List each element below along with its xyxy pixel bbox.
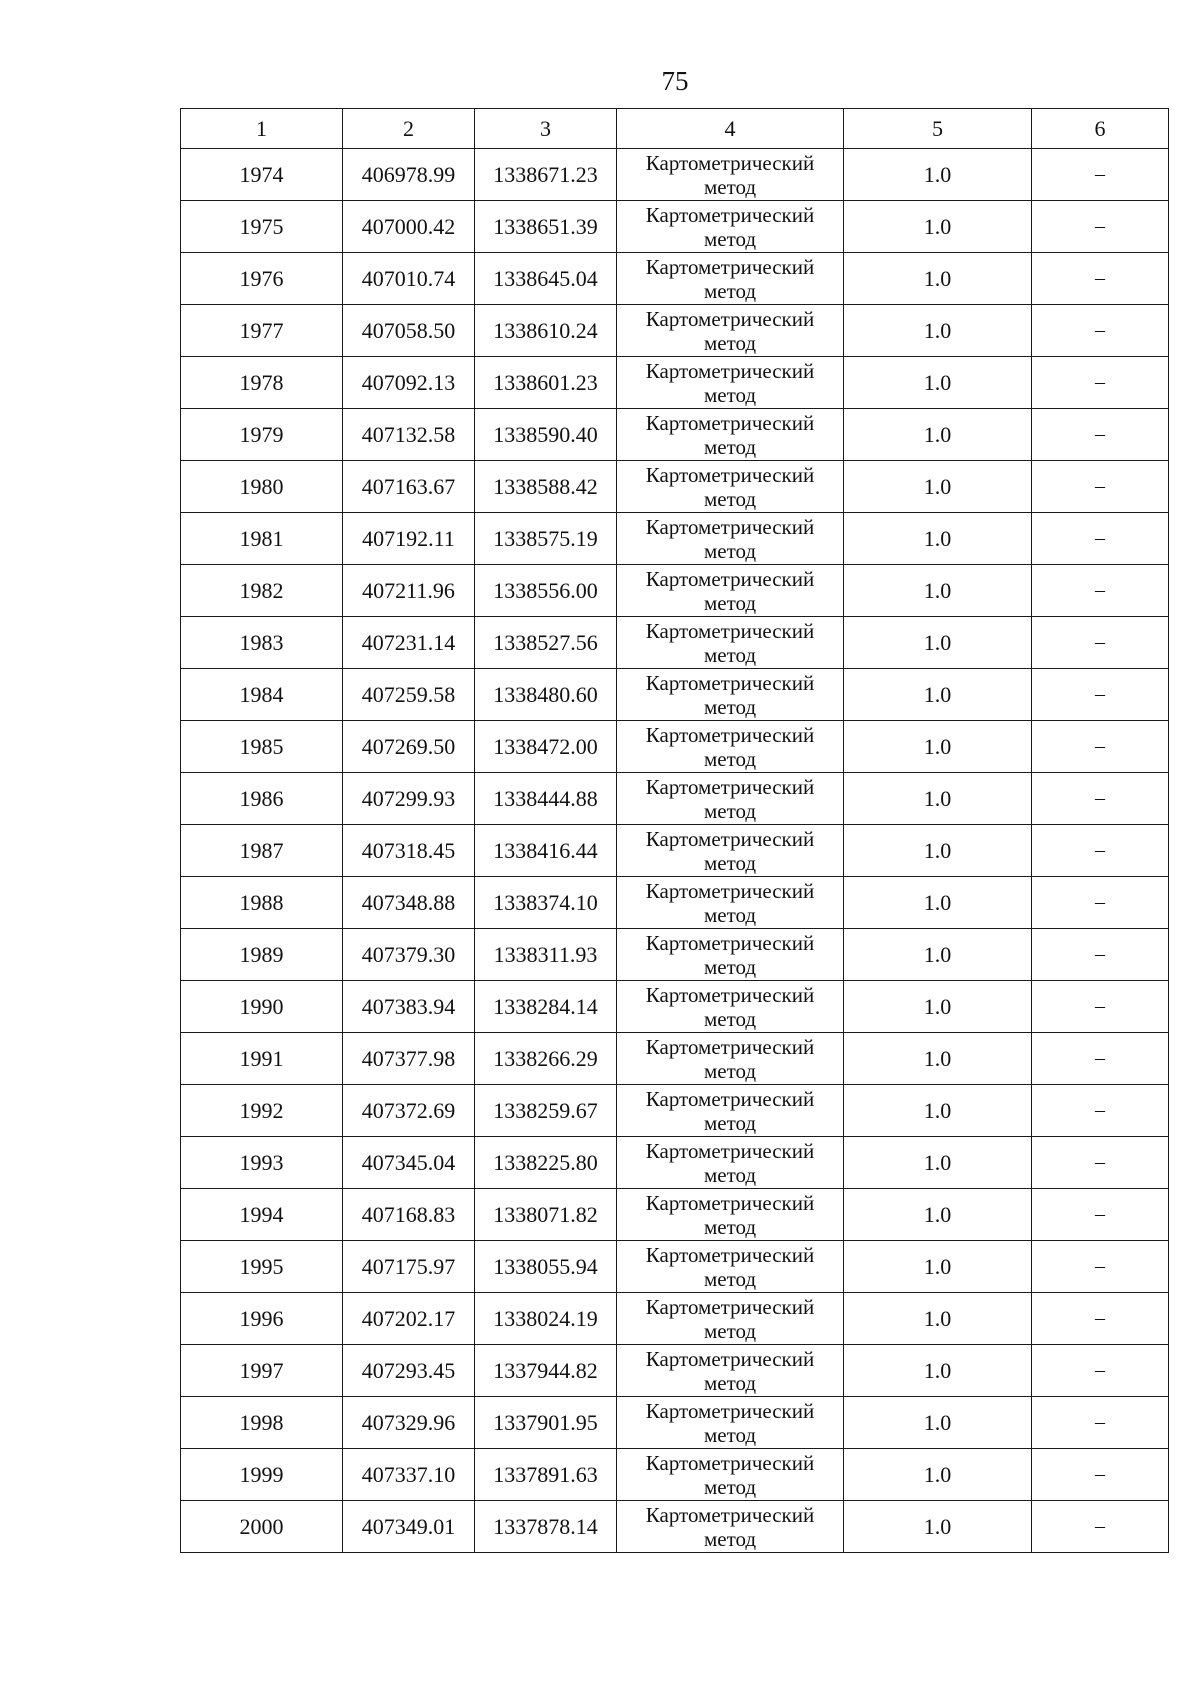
- table-row: [181, 1189, 1169, 1241]
- method-line-2: метод: [703, 278, 757, 303]
- table-row: [181, 1501, 1169, 1553]
- description-cell: –: [1032, 357, 1169, 409]
- description-cell: –: [1032, 1241, 1169, 1293]
- accuracy-cell: 1.0: [844, 513, 1032, 565]
- method-cell: [617, 1189, 844, 1241]
- y-coordinate-cell: 1338055.94: [475, 1241, 617, 1293]
- table-row: [181, 409, 1169, 461]
- table-row: [181, 1085, 1169, 1137]
- x-coordinate-cell: 407269.50: [343, 721, 475, 773]
- method-line-2: метод: [703, 434, 757, 459]
- method-line-1: Картометрический: [645, 514, 815, 539]
- y-coordinate-cell: 1338472.00: [475, 721, 617, 773]
- y-coordinate-cell: 1338588.42: [475, 461, 617, 513]
- method-line-2: метод: [703, 382, 757, 407]
- column-header-2: 2: [343, 109, 475, 149]
- table-row: [181, 1241, 1169, 1293]
- description-cell: –: [1032, 305, 1169, 357]
- method-line-2: метод: [703, 1058, 757, 1083]
- y-coordinate-cell: 1338374.10: [475, 877, 617, 929]
- description-cell: –: [1032, 773, 1169, 825]
- table-row: [181, 357, 1169, 409]
- method-cell: [617, 513, 844, 565]
- point-number-cell: 1986: [181, 773, 343, 825]
- method-line-1: Картометрический: [645, 1502, 815, 1527]
- accuracy-cell: 1.0: [844, 1449, 1032, 1501]
- method-line-2: метод: [703, 694, 757, 719]
- method-cell: [617, 1449, 844, 1501]
- x-coordinate-cell: 407377.98: [343, 1033, 475, 1085]
- description-cell: –: [1032, 1189, 1169, 1241]
- method-cell: [617, 1033, 844, 1085]
- method-line-1: Картометрический: [645, 410, 815, 435]
- method-line-2: метод: [703, 226, 757, 251]
- point-number-cell: 1977: [181, 305, 343, 357]
- method-line-2: метод: [703, 1214, 757, 1239]
- point-number-cell: 1976: [181, 253, 343, 305]
- table-row: [181, 565, 1169, 617]
- table-row: [181, 877, 1169, 929]
- table-row: [181, 1397, 1169, 1449]
- method-cell: [617, 1293, 844, 1345]
- method-line-1: Картометрический: [645, 254, 815, 279]
- method-line-1: Картометрический: [645, 1138, 815, 1163]
- description-cell: –: [1032, 253, 1169, 305]
- coordinates-table: [180, 108, 1169, 1553]
- y-coordinate-cell: 1338645.04: [475, 253, 617, 305]
- method-line-2: метод: [703, 850, 757, 875]
- y-coordinate-cell: 1338610.24: [475, 305, 617, 357]
- description-cell: –: [1032, 149, 1169, 201]
- point-number-cell: 1998: [181, 1397, 343, 1449]
- y-coordinate-cell: 1337891.63: [475, 1449, 617, 1501]
- method-line-1: Картометрический: [645, 878, 815, 903]
- x-coordinate-cell: 407010.74: [343, 253, 475, 305]
- y-coordinate-cell: 1338575.19: [475, 513, 617, 565]
- method-line-1: Картометрический: [645, 1086, 815, 1111]
- point-number-cell: 1996: [181, 1293, 343, 1345]
- method-line-1: Картометрический: [645, 1294, 815, 1319]
- description-cell: –: [1032, 1085, 1169, 1137]
- column-header-3: 3: [475, 109, 617, 149]
- method-cell: [617, 461, 844, 513]
- x-coordinate-cell: 407163.67: [343, 461, 475, 513]
- point-number-cell: 1978: [181, 357, 343, 409]
- method-line-2: метод: [703, 954, 757, 979]
- method-line-1: Картометрический: [645, 150, 815, 175]
- accuracy-cell: 1.0: [844, 201, 1032, 253]
- point-number-cell: 1994: [181, 1189, 343, 1241]
- column-header-1: 1: [181, 109, 343, 149]
- method-line-2: метод: [703, 486, 757, 511]
- method-cell: [617, 1085, 844, 1137]
- accuracy-cell: 1.0: [844, 773, 1032, 825]
- method-cell: [617, 409, 844, 461]
- y-coordinate-cell: 1337901.95: [475, 1397, 617, 1449]
- method-cell: [617, 1137, 844, 1189]
- point-number-cell: 1982: [181, 565, 343, 617]
- accuracy-cell: 1.0: [844, 1137, 1032, 1189]
- y-coordinate-cell: 1338225.80: [475, 1137, 617, 1189]
- x-coordinate-cell: 407259.58: [343, 669, 475, 721]
- accuracy-cell: 1.0: [844, 149, 1032, 201]
- method-line-1: Картометрический: [645, 1398, 815, 1423]
- accuracy-cell: 1.0: [844, 1345, 1032, 1397]
- y-coordinate-cell: 1338259.67: [475, 1085, 617, 1137]
- method-cell: [617, 929, 844, 981]
- accuracy-cell: 1.0: [844, 409, 1032, 461]
- table-row: [181, 461, 1169, 513]
- x-coordinate-cell: 407329.96: [343, 1397, 475, 1449]
- method-line-1: Картометрический: [645, 826, 815, 851]
- method-line-2: метод: [703, 746, 757, 771]
- point-number-cell: 1992: [181, 1085, 343, 1137]
- accuracy-cell: 1.0: [844, 253, 1032, 305]
- y-coordinate-cell: 1338024.19: [475, 1293, 617, 1345]
- description-cell: –: [1032, 1501, 1169, 1553]
- y-coordinate-cell: 1338480.60: [475, 669, 617, 721]
- point-number-cell: 1990: [181, 981, 343, 1033]
- description-cell: –: [1032, 877, 1169, 929]
- method-line-2: метод: [703, 1370, 757, 1395]
- y-coordinate-cell: 1338601.23: [475, 357, 617, 409]
- table-row: [181, 773, 1169, 825]
- description-cell: –: [1032, 1397, 1169, 1449]
- method-line-1: Картометрический: [645, 1450, 815, 1475]
- point-number-cell: 1988: [181, 877, 343, 929]
- description-cell: –: [1032, 1345, 1169, 1397]
- x-coordinate-cell: 407349.01: [343, 1501, 475, 1553]
- point-number-cell: 1993: [181, 1137, 343, 1189]
- method-line-1: Картометрический: [645, 306, 815, 331]
- table-row: [181, 721, 1169, 773]
- column-header-5: 5: [844, 109, 1032, 149]
- point-number-cell: 1997: [181, 1345, 343, 1397]
- x-coordinate-cell: 407168.83: [343, 1189, 475, 1241]
- method-cell: [617, 253, 844, 305]
- method-cell: [617, 617, 844, 669]
- description-cell: –: [1032, 409, 1169, 461]
- description-cell: –: [1032, 981, 1169, 1033]
- point-number-cell: 1995: [181, 1241, 343, 1293]
- description-cell: –: [1032, 565, 1169, 617]
- method-line-2: метод: [703, 174, 757, 199]
- x-coordinate-cell: 407372.69: [343, 1085, 475, 1137]
- accuracy-cell: 1.0: [844, 461, 1032, 513]
- y-coordinate-cell: 1338556.00: [475, 565, 617, 617]
- table-row: [181, 253, 1169, 305]
- y-coordinate-cell: 1337944.82: [475, 1345, 617, 1397]
- accuracy-cell: 1.0: [844, 1241, 1032, 1293]
- x-coordinate-cell: 407348.88: [343, 877, 475, 929]
- method-cell: [617, 565, 844, 617]
- y-coordinate-cell: 1338266.29: [475, 1033, 617, 1085]
- x-coordinate-cell: 407337.10: [343, 1449, 475, 1501]
- description-cell: –: [1032, 1293, 1169, 1345]
- method-line-2: метод: [703, 538, 757, 563]
- method-line-1: Картометрический: [645, 1346, 815, 1371]
- method-cell: [617, 305, 844, 357]
- method-cell: [617, 1397, 844, 1449]
- y-coordinate-cell: 1338444.88: [475, 773, 617, 825]
- method-line-1: Картометрический: [645, 670, 815, 695]
- method-line-2: метод: [703, 1474, 757, 1499]
- method-cell: [617, 357, 844, 409]
- accuracy-cell: 1.0: [844, 877, 1032, 929]
- x-coordinate-cell: 407202.17: [343, 1293, 475, 1345]
- method-line-1: Картометрический: [645, 1190, 815, 1215]
- x-coordinate-cell: 407231.14: [343, 617, 475, 669]
- method-cell: [617, 981, 844, 1033]
- accuracy-cell: 1.0: [844, 1397, 1032, 1449]
- table-row: [181, 1293, 1169, 1345]
- method-line-1: Картометрический: [645, 202, 815, 227]
- y-coordinate-cell: 1337878.14: [475, 1501, 617, 1553]
- accuracy-cell: 1.0: [844, 1033, 1032, 1085]
- x-coordinate-cell: 407379.30: [343, 929, 475, 981]
- method-cell: [617, 1345, 844, 1397]
- table-row: [181, 1033, 1169, 1085]
- y-coordinate-cell: 1338284.14: [475, 981, 617, 1033]
- x-coordinate-cell: 407175.97: [343, 1241, 475, 1293]
- accuracy-cell: 1.0: [844, 305, 1032, 357]
- y-coordinate-cell: 1338527.56: [475, 617, 617, 669]
- accuracy-cell: 1.0: [844, 1085, 1032, 1137]
- table-row: [181, 513, 1169, 565]
- method-cell: [617, 1241, 844, 1293]
- x-coordinate-cell: 407293.45: [343, 1345, 475, 1397]
- accuracy-cell: 1.0: [844, 1501, 1032, 1553]
- y-coordinate-cell: 1338311.93: [475, 929, 617, 981]
- table-row: [181, 1449, 1169, 1501]
- description-cell: –: [1032, 513, 1169, 565]
- accuracy-cell: 1.0: [844, 669, 1032, 721]
- x-coordinate-cell: 407192.11: [343, 513, 475, 565]
- table-row: [181, 929, 1169, 981]
- description-cell: –: [1032, 669, 1169, 721]
- x-coordinate-cell: 407299.93: [343, 773, 475, 825]
- method-line-1: Картометрический: [645, 982, 815, 1007]
- table-row: [181, 201, 1169, 253]
- method-line-1: Картометрический: [645, 618, 815, 643]
- point-number-cell: 1987: [181, 825, 343, 877]
- y-coordinate-cell: 1338671.23: [475, 149, 617, 201]
- table-row: [181, 305, 1169, 357]
- description-cell: –: [1032, 1137, 1169, 1189]
- page-number: 75: [661, 66, 689, 96]
- table-header-row: [181, 109, 1169, 149]
- x-coordinate-cell: 406978.99: [343, 149, 475, 201]
- point-number-cell: 1981: [181, 513, 343, 565]
- description-cell: –: [1032, 1033, 1169, 1085]
- table-row: [181, 825, 1169, 877]
- point-number-cell: 2000: [181, 1501, 343, 1553]
- method-line-1: Картометрический: [645, 358, 815, 383]
- method-line-2: метод: [703, 1318, 757, 1343]
- description-cell: –: [1032, 929, 1169, 981]
- method-line-1: Картометрический: [645, 462, 815, 487]
- method-line-2: метод: [703, 1422, 757, 1447]
- method-line-2: метод: [703, 330, 757, 355]
- table-row: [181, 1345, 1169, 1397]
- method-cell: [617, 825, 844, 877]
- x-coordinate-cell: 407318.45: [343, 825, 475, 877]
- description-cell: –: [1032, 825, 1169, 877]
- method-line-1: Картометрический: [645, 1242, 815, 1267]
- description-cell: –: [1032, 1449, 1169, 1501]
- point-number-cell: 1984: [181, 669, 343, 721]
- table-row: [181, 669, 1169, 721]
- accuracy-cell: 1.0: [844, 1189, 1032, 1241]
- method-cell: [617, 149, 844, 201]
- point-number-cell: 1974: [181, 149, 343, 201]
- accuracy-cell: 1.0: [844, 825, 1032, 877]
- x-coordinate-cell: 407132.58: [343, 409, 475, 461]
- x-coordinate-cell: 407211.96: [343, 565, 475, 617]
- method-line-2: метод: [703, 1266, 757, 1291]
- point-number-cell: 1979: [181, 409, 343, 461]
- point-number-cell: 1975: [181, 201, 343, 253]
- method-line-2: метод: [703, 642, 757, 667]
- column-header-4: 4: [617, 109, 844, 149]
- method-line-2: метод: [703, 1006, 757, 1031]
- table-row: [181, 617, 1169, 669]
- point-number-cell: 1980: [181, 461, 343, 513]
- method-line-2: метод: [703, 1110, 757, 1135]
- point-number-cell: 1985: [181, 721, 343, 773]
- method-line-1: Картометрический: [645, 1034, 815, 1059]
- description-cell: –: [1032, 461, 1169, 513]
- accuracy-cell: 1.0: [844, 617, 1032, 669]
- point-number-cell: 1999: [181, 1449, 343, 1501]
- method-line-1: Картометрический: [645, 774, 815, 799]
- method-line-2: метод: [703, 1526, 757, 1551]
- x-coordinate-cell: 407000.42: [343, 201, 475, 253]
- column-header-6: 6: [1032, 109, 1169, 149]
- accuracy-cell: 1.0: [844, 565, 1032, 617]
- point-number-cell: 1983: [181, 617, 343, 669]
- method-cell: [617, 669, 844, 721]
- description-cell: –: [1032, 617, 1169, 669]
- y-coordinate-cell: 1338590.40: [475, 409, 617, 461]
- x-coordinate-cell: 407345.04: [343, 1137, 475, 1189]
- point-number-cell: 1989: [181, 929, 343, 981]
- table-body: [181, 149, 1169, 1553]
- method-cell: [617, 201, 844, 253]
- x-coordinate-cell: 407383.94: [343, 981, 475, 1033]
- method-line-1: Картометрический: [645, 566, 815, 591]
- method-cell: [617, 877, 844, 929]
- method-line-2: метод: [703, 1162, 757, 1187]
- y-coordinate-cell: 1338651.39: [475, 201, 617, 253]
- description-cell: –: [1032, 721, 1169, 773]
- x-coordinate-cell: 407092.13: [343, 357, 475, 409]
- table-row: [181, 1137, 1169, 1189]
- method-line-1: Картометрический: [645, 722, 815, 747]
- accuracy-cell: 1.0: [844, 929, 1032, 981]
- table-row: [181, 149, 1169, 201]
- method-cell: [617, 773, 844, 825]
- accuracy-cell: 1.0: [844, 981, 1032, 1033]
- table-row: [181, 981, 1169, 1033]
- method-line-1: Картометрический: [645, 930, 815, 955]
- method-line-2: метод: [703, 590, 757, 615]
- method-cell: [617, 721, 844, 773]
- y-coordinate-cell: 1338071.82: [475, 1189, 617, 1241]
- point-number-cell: 1991: [181, 1033, 343, 1085]
- accuracy-cell: 1.0: [844, 721, 1032, 773]
- method-line-2: метод: [703, 798, 757, 823]
- accuracy-cell: 1.0: [844, 1293, 1032, 1345]
- accuracy-cell: 1.0: [844, 357, 1032, 409]
- y-coordinate-cell: 1338416.44: [475, 825, 617, 877]
- x-coordinate-cell: 407058.50: [343, 305, 475, 357]
- description-cell: –: [1032, 201, 1169, 253]
- method-cell: [617, 1501, 844, 1553]
- method-line-2: метод: [703, 902, 757, 927]
